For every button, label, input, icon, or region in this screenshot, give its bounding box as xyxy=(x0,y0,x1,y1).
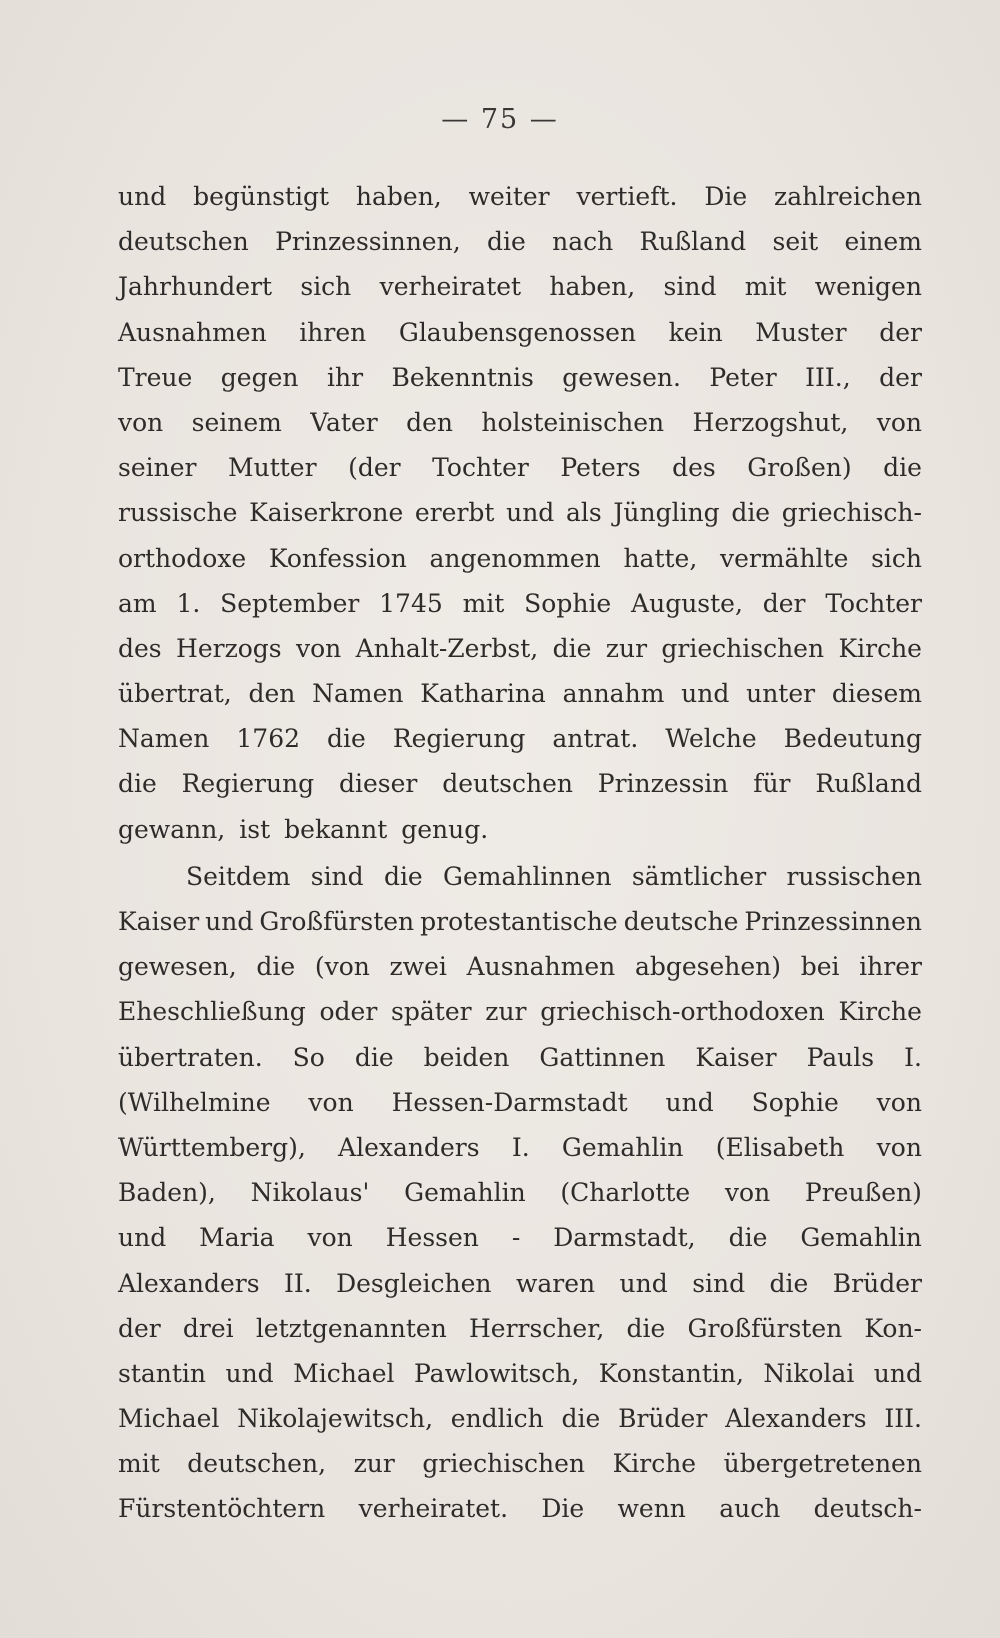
word: 1762 xyxy=(236,724,301,754)
word: Nikolai xyxy=(763,1358,855,1388)
word: Mutter xyxy=(228,453,317,483)
word: orthodoxe xyxy=(118,543,247,573)
text-line xyxy=(118,490,922,535)
word: verheiratet. xyxy=(358,1494,509,1524)
word: Herzogshut, xyxy=(692,407,849,437)
word: und xyxy=(506,498,555,528)
word: Konfession xyxy=(268,543,407,573)
word: Gemahlinnen xyxy=(443,861,612,891)
word: Herrscher, xyxy=(468,1313,605,1343)
word: haben, xyxy=(355,182,442,211)
word: sich xyxy=(300,272,352,302)
text-line xyxy=(118,1261,922,1306)
word: Prinzessinnen xyxy=(744,907,922,936)
word: kein xyxy=(668,317,723,347)
word: diesem xyxy=(831,679,922,709)
text-line xyxy=(118,1170,922,1215)
word: I. xyxy=(511,1132,530,1162)
word: die xyxy=(769,1268,809,1298)
word: von xyxy=(724,1178,771,1208)
word: - xyxy=(511,1223,521,1253)
text-line xyxy=(118,989,922,1034)
word: deutsche xyxy=(623,907,739,936)
word: weiter xyxy=(468,182,550,211)
word: des xyxy=(118,633,162,663)
word: Württemberg), xyxy=(118,1132,306,1162)
page-number: — 75 — xyxy=(441,104,559,135)
text-line xyxy=(118,581,922,626)
word: am xyxy=(118,588,157,618)
word: Bekenntnis xyxy=(391,362,534,392)
word: Preußen) xyxy=(804,1178,922,1208)
word: sind xyxy=(692,1268,746,1298)
word: gewann, xyxy=(118,814,226,844)
paragraph xyxy=(118,854,922,1532)
word: Kaiser xyxy=(118,907,200,936)
word: bekannt xyxy=(284,814,388,844)
word: zur xyxy=(353,1449,395,1479)
word: mit xyxy=(744,272,787,302)
word: Glaubensgenossen xyxy=(398,317,637,347)
word: vertieft. xyxy=(576,182,678,211)
word: Gemahlin xyxy=(404,1178,526,1208)
word: Darmstadt, xyxy=(553,1223,696,1253)
word: Baden), xyxy=(118,1178,216,1208)
word: Die xyxy=(704,182,748,211)
word: sämtlicher xyxy=(631,861,767,891)
word: genug. xyxy=(401,814,489,844)
word: Jahrhundert xyxy=(118,272,273,302)
word: Kirche xyxy=(612,1449,697,1479)
word: deutschen, xyxy=(187,1449,327,1479)
word: Alexanders xyxy=(725,1404,867,1434)
word: Namen xyxy=(312,679,404,709)
word: zwei xyxy=(389,952,447,982)
word: hatte, xyxy=(623,543,698,573)
word: die xyxy=(728,1223,768,1253)
word: Tochter xyxy=(432,453,529,483)
word: bei xyxy=(800,952,840,982)
word: Welche xyxy=(665,724,757,754)
word: Rußland xyxy=(815,769,922,799)
word: sind xyxy=(663,272,717,302)
word: Regierung xyxy=(181,769,315,799)
word: ihrer xyxy=(859,952,922,982)
word: übertrat, xyxy=(118,679,232,709)
word: den xyxy=(248,679,296,709)
word: Tochter xyxy=(825,588,922,618)
word: seiner xyxy=(118,453,197,483)
word: Gemahlin xyxy=(800,1223,922,1253)
word: Alexanders xyxy=(118,1268,260,1298)
word: oder xyxy=(319,997,378,1027)
word: und xyxy=(225,1358,274,1388)
word: annahm xyxy=(562,679,665,709)
word: Maria xyxy=(199,1223,275,1253)
word: der xyxy=(879,317,922,347)
word: gewesen, xyxy=(118,952,237,982)
word: Auguste, xyxy=(631,588,743,618)
word: die xyxy=(256,952,296,982)
text-line xyxy=(118,626,922,671)
word: Peter xyxy=(709,362,777,392)
word: Sophie xyxy=(524,588,612,618)
word: von xyxy=(876,407,922,437)
text-line xyxy=(118,219,922,264)
word: Hessen-Darmstadt xyxy=(391,1087,628,1117)
word: Großfürsten xyxy=(259,907,415,936)
word: Kirche xyxy=(838,997,922,1027)
word: die xyxy=(626,1313,666,1343)
word: Desgleichen xyxy=(336,1268,492,1298)
word: III. xyxy=(884,1404,922,1434)
word: Alexanders xyxy=(338,1132,480,1162)
word: deutschen xyxy=(118,227,249,257)
word: die xyxy=(552,633,592,663)
text-line xyxy=(118,716,922,761)
word: Vater xyxy=(310,407,378,437)
word: und xyxy=(665,1087,714,1117)
word: unter xyxy=(746,679,816,709)
text-line xyxy=(118,761,922,806)
word: für xyxy=(753,769,791,799)
text-line xyxy=(118,1215,922,1260)
text-line xyxy=(118,899,922,944)
word: auch xyxy=(719,1494,781,1524)
text-line xyxy=(118,1441,922,1486)
word: waren xyxy=(515,1268,596,1298)
word: vermählte xyxy=(719,543,849,573)
word: protestantische xyxy=(420,907,618,936)
paragraph xyxy=(118,174,922,852)
word: deutschen xyxy=(442,769,573,799)
text-line xyxy=(118,445,922,490)
word: Peters xyxy=(560,453,641,483)
word: III., xyxy=(805,362,851,392)
word: Ausnahmen xyxy=(466,952,616,982)
word: die xyxy=(118,769,157,799)
word: Brüder xyxy=(832,1268,922,1298)
word: Kon- xyxy=(864,1313,922,1343)
word: griechisch- xyxy=(781,498,922,528)
word: die xyxy=(883,453,922,483)
word: haben, xyxy=(549,272,636,302)
word: mit xyxy=(118,1449,160,1479)
text-line xyxy=(118,1035,922,1080)
word: I. xyxy=(904,1042,922,1072)
word: Muster xyxy=(755,317,847,347)
word: Nikolajewitsch, xyxy=(237,1404,434,1434)
word: stantin xyxy=(118,1358,207,1388)
word: So xyxy=(292,1042,325,1072)
word: Pawlowitsch, xyxy=(413,1358,580,1388)
word: Nikolaus' xyxy=(250,1178,370,1208)
text-line xyxy=(118,355,922,400)
text-line xyxy=(118,264,922,309)
word: Ausnahmen xyxy=(118,317,267,347)
word: Treue xyxy=(118,362,193,392)
text-line xyxy=(118,944,922,989)
word: und xyxy=(681,679,730,709)
word: beiden xyxy=(423,1042,510,1072)
word: gegen xyxy=(220,362,299,392)
text-line xyxy=(118,1396,922,1441)
word: Seitdem xyxy=(186,861,291,891)
word: von xyxy=(876,1132,922,1162)
word: Brüder xyxy=(618,1404,708,1434)
word: endlich xyxy=(450,1404,544,1434)
word: zahlreichen xyxy=(774,182,922,211)
word: Fürstentöchtern xyxy=(118,1494,326,1524)
word: Prinzessinnen, xyxy=(275,227,461,257)
word: seinem xyxy=(191,407,282,437)
word: wenn xyxy=(617,1494,686,1524)
word: (Charlotte xyxy=(560,1178,691,1208)
word: Hessen xyxy=(385,1223,479,1253)
word: griechischen xyxy=(422,1449,586,1479)
word: wenigen xyxy=(814,272,922,302)
word: Regierung xyxy=(392,724,526,754)
word: übergetretenen xyxy=(723,1449,922,1479)
word: Michael xyxy=(293,1358,395,1388)
word: drei xyxy=(182,1313,234,1343)
text-line xyxy=(118,536,922,581)
word: die xyxy=(327,724,366,754)
word: und xyxy=(619,1268,668,1298)
word: von xyxy=(876,1087,922,1117)
word: griechisch-orthodoxen xyxy=(540,997,825,1027)
text-line xyxy=(118,400,922,445)
word: Kaiser xyxy=(695,1042,777,1072)
word: die xyxy=(354,1042,394,1072)
word: Die xyxy=(541,1494,585,1524)
word: Herzogs xyxy=(176,633,282,663)
word: sich xyxy=(871,543,922,573)
word: Großen) xyxy=(747,453,852,483)
word: die xyxy=(486,227,526,257)
word: angenommen xyxy=(429,543,601,573)
word: begünstigt xyxy=(193,182,330,211)
word: 1. xyxy=(176,588,201,618)
word: des xyxy=(672,453,716,483)
word: deutsch- xyxy=(813,1494,922,1524)
word: Bedeutung xyxy=(783,724,922,754)
word: der xyxy=(879,362,922,392)
text-line xyxy=(118,1080,922,1125)
word: (von xyxy=(314,952,370,982)
word: und xyxy=(205,907,254,936)
word: Namen xyxy=(118,724,210,754)
word: Jüngling xyxy=(613,498,720,528)
word: gewesen. xyxy=(562,362,681,392)
word: von xyxy=(118,407,164,437)
word: seit xyxy=(772,227,819,257)
word: russische xyxy=(118,498,238,528)
word: Katharina xyxy=(420,679,546,709)
word: Gemahlin xyxy=(561,1132,684,1162)
word: Michael xyxy=(118,1404,220,1434)
word: und xyxy=(118,1223,167,1253)
word: nach xyxy=(552,227,614,257)
text-line xyxy=(118,1351,922,1396)
word: Eheschließung xyxy=(118,997,306,1027)
word: 1745 xyxy=(379,588,443,618)
word: Gattinnen xyxy=(539,1042,666,1072)
word: Sophie xyxy=(751,1087,839,1117)
word: als xyxy=(565,498,602,528)
word: II. xyxy=(283,1268,312,1298)
word: später xyxy=(391,997,472,1027)
word: (der xyxy=(348,453,401,483)
word: von xyxy=(296,633,342,663)
word: September xyxy=(220,588,360,618)
word: holsteinischen xyxy=(481,407,665,437)
word: ist xyxy=(239,814,271,844)
word: Pauls xyxy=(806,1042,875,1072)
word: Prinzessin xyxy=(597,769,729,799)
text-line xyxy=(118,854,922,899)
text-line xyxy=(118,310,922,355)
word: ererbt xyxy=(414,498,495,528)
text-line xyxy=(118,174,922,219)
word: ihr xyxy=(326,362,364,392)
word: (Elisabeth xyxy=(715,1132,845,1162)
text-line xyxy=(118,1125,922,1170)
word: der xyxy=(118,1313,161,1343)
word: die xyxy=(731,498,771,528)
word: die xyxy=(561,1404,601,1434)
word: Kirche xyxy=(838,633,922,663)
word: Kaiserkrone xyxy=(249,498,404,528)
word: Großfürsten xyxy=(687,1313,843,1343)
word: die xyxy=(383,861,423,891)
word: (Wilhelmine xyxy=(118,1087,271,1117)
text-line xyxy=(118,1486,922,1531)
word: zur xyxy=(605,633,648,663)
word: Rußland xyxy=(639,227,747,257)
word: Konstantin, xyxy=(598,1358,744,1388)
word: einem xyxy=(844,227,922,257)
word: letztgenannten xyxy=(255,1313,447,1343)
word: von xyxy=(308,1087,354,1117)
word: ihren xyxy=(299,317,367,347)
word: antrat. xyxy=(552,724,639,754)
word: und xyxy=(873,1358,922,1388)
body-text xyxy=(118,174,922,1532)
word: den xyxy=(406,407,454,437)
word: von xyxy=(307,1223,353,1253)
word: Anhalt-Zerbst, xyxy=(355,633,539,663)
word: und xyxy=(118,182,167,211)
word: sind xyxy=(310,861,364,891)
text-line xyxy=(118,1306,922,1351)
word: übertraten. xyxy=(118,1042,263,1072)
word: russischen xyxy=(786,861,922,891)
text-line xyxy=(118,671,922,716)
word: verheiratet xyxy=(379,272,522,302)
word: mit xyxy=(462,588,505,618)
word: zur xyxy=(485,997,527,1027)
text-line xyxy=(118,807,922,852)
word: dieser xyxy=(339,769,418,799)
word: griechischen xyxy=(661,633,825,663)
word: der xyxy=(762,588,806,618)
word: abgesehen) xyxy=(634,952,782,982)
